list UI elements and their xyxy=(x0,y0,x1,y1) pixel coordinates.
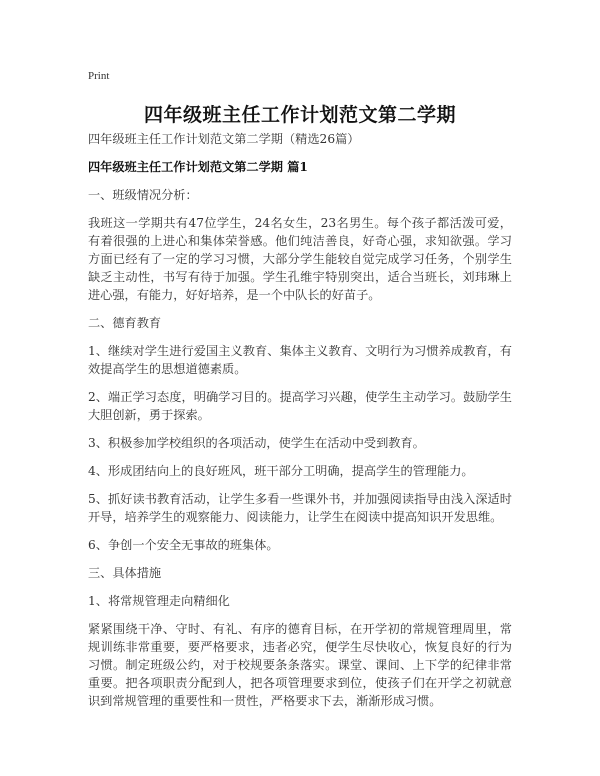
moral-item: 2、端正学习态度，明确学习目的。提高学习兴趣，使学生主动学习。鼓励学生大胆创新，勇于探索。 xyxy=(88,390,512,422)
print-link[interactable]: Print xyxy=(88,70,110,82)
moral-item: 4、形成团结向上的良好班风，班干部分工明确，提高学生的管理能力。 xyxy=(88,464,474,478)
section-title: 四年级班主任工作计划范文第二学期 篇1 xyxy=(88,160,308,174)
moral-item: 3、积极参加学校组织的各项活动，使学生在活动中受到教育。 xyxy=(88,436,425,450)
heading-measures: 三、具体措施 xyxy=(88,566,162,580)
moral-item: 1、继续对学生进行爱国主义教育、集体主义教育、文明行为习惯养成教育，有效提高学生的思想道德素质。 xyxy=(88,344,512,376)
document-body xyxy=(88,130,512,720)
moral-item: 6、争创一个安全无事故的班集体。 xyxy=(88,538,279,552)
paragraph-measures: 紧紧围绕干净、守时、有礼、有序的德育目标，在开学初的常规管理周里，常规训练非常重要，要严格要求，违者必究，便学生尽快收心，恢复良好的行为习惯。制定班级公约，对于校规要条条落实。课堂、课间、上下学的纪律非常重要。把各项职责分配到人，把各项管理要求到位，使孩子们在开学之初就意识到常规管理的重要性和一贯性，严格要求下去，渐渐形成习惯。 xyxy=(88,622,512,708)
document-subtitle: 四年级班主任工作计划范文第二学期（精选26篇） xyxy=(88,132,360,146)
moral-item: 5、抓好读书教育活动，让学生多看一些课外书，并加强阅读指导由浅入深适时开导，培养学生的观察能力、阅读能力，让学生在阅读中提高知识开发思维。 xyxy=(88,492,512,524)
page-title: 四年级班主任工作计划范文第二学期 xyxy=(143,104,456,126)
heading-class-analysis: 一、班级情况分析： xyxy=(88,188,198,202)
paragraph-class-analysis: 我班这一学期共有47位学生，24名女生，23名男生。每个孩子都活泼可爱，有着很强的上进心和集体荣誉感。他们纯洁善良，好奇心强，求知欲强。学习方面已经有了一定的学习习惯，大部分学生能较自觉完成学习任务，个别学生缺乏主动性，书写有待于加强。学生孔维宇特别突出，适合当班长，刘玮琳上进心强，有能力，好好培养，是一个中队长的好苗子。 xyxy=(88,216,512,302)
sub-heading-routine-management: 1、将常规管理走向精细化 xyxy=(88,594,230,608)
heading-moral-education: 二、德育教育 xyxy=(88,316,162,330)
